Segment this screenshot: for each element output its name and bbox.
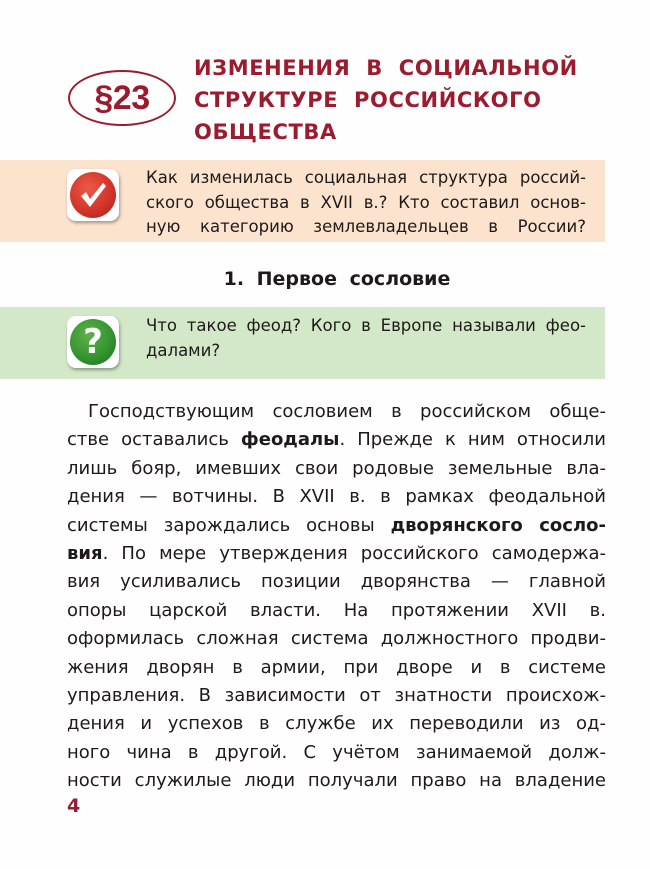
- body-line: опоры царской власти. На протяжении XVII в.: [67, 599, 606, 621]
- question-icon-tile: [67, 316, 119, 368]
- question-line: далами?: [146, 340, 221, 360]
- body-line: лишь бояр, имевших свои родовые земельные вла-: [67, 457, 606, 479]
- objective-line: ского общества в XVII в.? Кто составил основ-: [146, 192, 586, 212]
- question-text: [146, 314, 586, 363]
- body-line: управления. В зависимости от знатности происхож-: [67, 685, 606, 707]
- body-line: [67, 540, 606, 568]
- body-paragraph: [67, 398, 606, 796]
- objective-box: [0, 160, 605, 242]
- checkmark-icon: [70, 172, 116, 218]
- body-text-run: системы зарождались основы: [67, 514, 391, 536]
- term-feudals: феодалы: [240, 429, 340, 451]
- paragraph-number: §23: [94, 79, 150, 117]
- question-glyph: ?: [83, 322, 103, 362]
- body-text-run: . По мере утверждения российского самодержа-: [102, 543, 606, 565]
- term-nobility-estate: дворянского сосло-: [390, 514, 606, 536]
- chapter-title-line: СТРУКТУРЕ РОССИЙСКОГО: [194, 88, 542, 112]
- body-line: [67, 426, 606, 454]
- question-line: Что такое феод? Кого в Европе называли фео-: [146, 316, 586, 335]
- body-line: жения дворян в армии, при дворе и в системе: [67, 656, 606, 678]
- body-line: ного чина в другой. С учётом занимаемой долж-: [67, 741, 606, 763]
- body-text-run: . Прежде к ним относили: [339, 429, 607, 451]
- body-line: ности служилые люди получали право на владение: [67, 770, 606, 792]
- body-line: дения и успехов в службе их переводили из од-: [67, 713, 606, 735]
- body-text-run: стве оставались: [67, 429, 241, 451]
- body-line: [67, 512, 606, 540]
- objective-line: Как изменилась социальная структура россий-: [146, 168, 586, 187]
- body-line: дения — вотчины. В XVII в. в рамках феодальной: [67, 486, 606, 508]
- page-number: 4: [67, 795, 81, 817]
- question-box: [0, 307, 605, 379]
- checkmark-glyph-icon: [78, 181, 108, 209]
- body-line: Господствующим сословием в российском обще-: [88, 401, 606, 422]
- chapter-title-line: ИЗМЕНЕНИЯ В СОЦИАЛЬНОЙ: [194, 56, 578, 80]
- section-heading: 1. Первое сословие: [223, 268, 451, 290]
- objective-text: [146, 166, 586, 240]
- body-line: оформилась сложная система должностного продви-: [67, 628, 606, 650]
- paragraph-number-badge: [68, 70, 176, 126]
- question-icon: [70, 319, 116, 365]
- checkmark-icon-tile: [67, 169, 119, 221]
- chapter-title-line: ОБЩЕСТВА: [194, 120, 337, 144]
- chapter-title: [194, 52, 578, 148]
- body-line: вия усиливались позиции дворянства — главной: [67, 571, 606, 593]
- objective-line: ную категорию землевладельцев в России?: [146, 217, 586, 236]
- term-nobility-estate-end: вия: [67, 543, 103, 565]
